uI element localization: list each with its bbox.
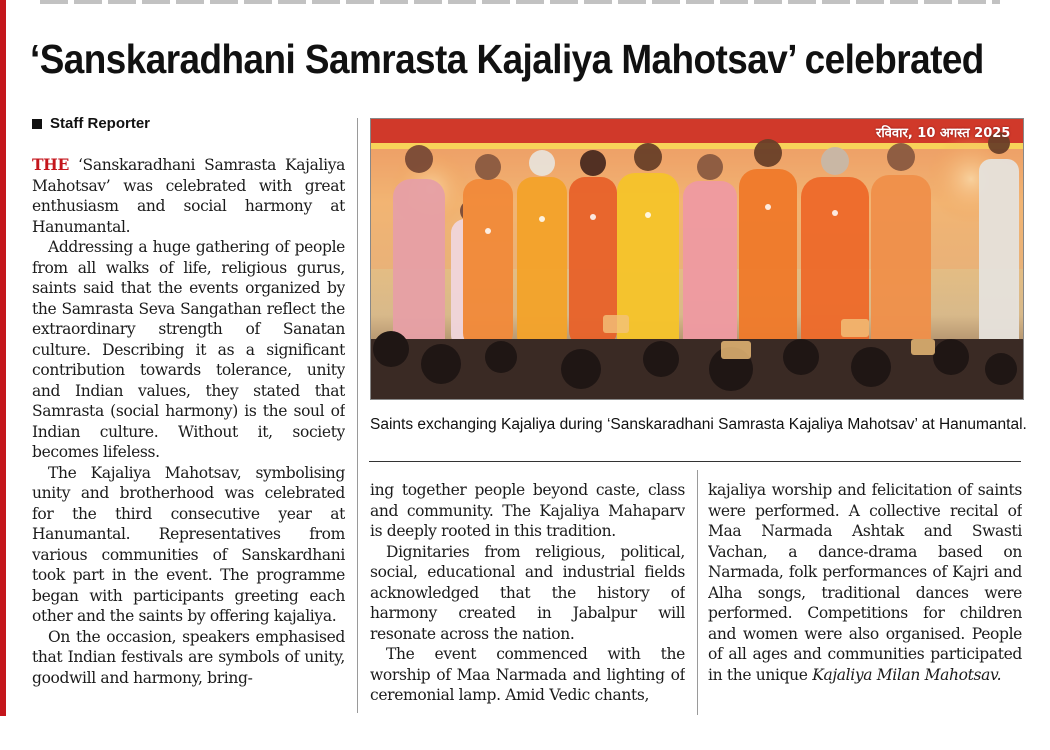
event-photo: [370, 118, 1024, 400]
paragraph: The event commenced with the worship of Maa Narmada and lighting of ceremonial lamp. Amid Vedic chants,: [370, 645, 685, 704]
paragraph: THE ‘Sanskaradhani Samrasta Kajaliya Mahotsav’ was celebrated with great enthusiasm and social harmony at Hanumantal.: [32, 155, 345, 236]
article-column-3: [708, 480, 1022, 715]
column-divider: [697, 470, 698, 715]
caption-divider: [369, 461, 1021, 462]
event-photo-illustration: [371, 119, 1023, 399]
previous-article-cutoff: [40, 0, 1000, 6]
paragraph: ing together people beyond caste, class and community. The Kajaliya Mahaparv is deeply rooted in this tradition.: [370, 481, 685, 540]
column-divider: [357, 118, 358, 713]
paragraph: On the occasion, speakers emphasised that Indian festivals are symbols of unity, goodwill and harmony, bring-: [32, 627, 345, 687]
banner-date: रविवार, 10 अगस्त 2025: [876, 126, 1011, 141]
lead-word: THE: [32, 155, 69, 174]
paragraph: Addressing a huge gathering of people from all walks of life, religious gurus, saints said that the events organized by the Samrasta Seva Sangathan reflect the extraordinary strength of Sanatan culture. Describing it as a significant contribution towards tolerance, unity and Indian values, they stated that Samrasta (social harmony) is the soul of Indian culture. Without it, society becomes lifeless.: [32, 238, 345, 461]
paragraph: Dignitaries from religious, political, social, educational and industrial fields acknowledged that the history of harmony created in Jabalpur will resonate across the nation.: [370, 542, 685, 643]
paragraph: The Kajaliya Mahotsav, symbolising unity and brotherhood was celebrated for the third consecutive year at Hanumantal. Representatives from various communities of Sanskardhani took part in the event. The programme began with participants greeting each other and the saints by offering kajaliya.: [32, 463, 345, 625]
page-edge-red-rule: [0, 0, 6, 716]
event-name-italic: Kajaliya Milan Mahotsav.: [812, 665, 1002, 684]
article-column-1: [32, 155, 345, 715]
byline-text: Staff Reporter: [50, 115, 151, 132]
article-column-2: [370, 480, 685, 715]
paragraph: kajaliya worship and felicitation of saints were performed. A collective recital of Maa Narmada Ashtak and Swasti Vachan, a dance-drama based on Narmada, folk performances of Kajri and Alha songs, traditional dances were performed. Competitions for children and women were also organised. People of all ages and communities participated in the unique Kajaliya Milan Mahotsav.: [708, 481, 1022, 684]
byline-square-icon: [32, 119, 42, 129]
byline: [32, 115, 150, 132]
article-headline: ‘Sanskaradhani Samrasta Kajaliya Mahotsav’ celebrated: [30, 36, 984, 82]
photo-caption: Saints exchanging Kajaliya during ‘Sanskaradhani Samrasta Kajaliya Mahotsav’ at Hanumantal.: [370, 416, 1027, 433]
